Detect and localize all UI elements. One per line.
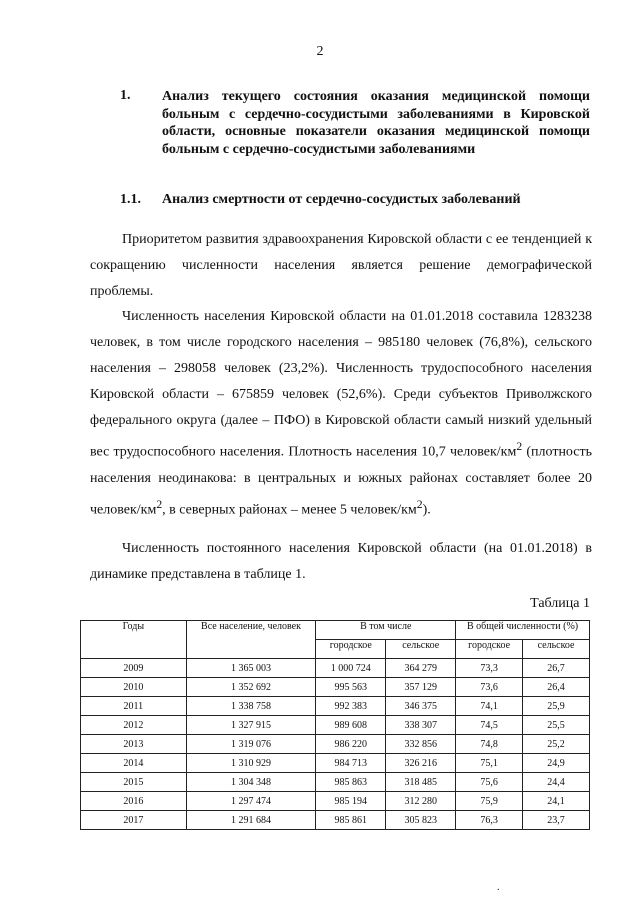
heading2-number: 1.1.	[120, 192, 141, 207]
cell-urban: 992 383	[316, 697, 386, 716]
table-row	[81, 754, 590, 773]
cell-total: 1 319 076	[186, 735, 316, 754]
heading2-text: Анализ смертности от сердечно-сосудистых заболеваний	[162, 192, 521, 207]
cell-pct-urban: 74,1	[456, 697, 523, 716]
cell-pct-rural: 24,9	[523, 754, 590, 773]
cell-pct-urban: 75,1	[456, 754, 523, 773]
cell-rural: 364 279	[386, 659, 456, 678]
header-share-urban: городское	[456, 640, 523, 659]
cell-year: 2014	[81, 754, 187, 773]
cell-urban: 985 194	[316, 792, 386, 811]
cell-rural: 326 216	[386, 754, 456, 773]
cell-total: 1 327 915	[186, 716, 316, 735]
cell-pct-rural: 25,9	[523, 697, 590, 716]
cell-total: 1 338 758	[186, 697, 316, 716]
heading1-text: Анализ текущего состояния оказания медицинской помощи больным с сердечно-сосудистыми заболеваниями в Кировской области, основные показатели оказания медицинской помощи больным с сердечно-сосудистыми заболеваниями	[162, 89, 590, 157]
table-row	[81, 678, 590, 697]
cell-pct-rural: 26,7	[523, 659, 590, 678]
paragraph-population-text-2: (плотность населения неодинакова: в центральных и южных районах составляет более 20 человек/км	[90, 444, 592, 518]
cell-pct-rural: 25,2	[523, 735, 590, 754]
paragraph-table-intro: Численность постоянного населения Кировской области (на 01.01.2018) в динамике представлена в таблице 1.	[90, 541, 592, 582]
cell-year: 2011	[81, 697, 187, 716]
cell-year: 2015	[81, 773, 187, 792]
cell-urban: 985 863	[316, 773, 386, 792]
cell-year: 2016	[81, 792, 187, 811]
cell-pct-rural: 25,5	[523, 716, 590, 735]
paragraph-population-text: Численность населения Кировской области на 01.01.2018 составила 1283238 человек, в том числе городского населения – 985180 человек (76,8%), сельского населения – 298058 человек (23,2%). Численность трудоспособного населения Кировской области – 675859 человек (52,6%). Среди субъектов Приволжского федерального округа (далее – ПФО) в Кировской области самый низкий удельный вес трудоспособного населения. Плотность населения 10,7 человек/км	[90, 309, 592, 460]
cell-total: 1 291 684	[186, 811, 316, 830]
table-row	[81, 792, 590, 811]
cell-total: 1 310 929	[186, 754, 316, 773]
cell-year: 2010	[81, 678, 187, 697]
cell-pct-urban: 73,6	[456, 678, 523, 697]
cell-pct-rural: 23,7	[523, 811, 590, 830]
cell-rural: 318 485	[386, 773, 456, 792]
sup-km2-1: 2	[516, 440, 523, 453]
table-row	[81, 659, 590, 678]
cell-total: 1 352 692	[186, 678, 316, 697]
cell-urban: 1 000 724	[316, 659, 386, 678]
cell-year: 2013	[81, 735, 187, 754]
table-row	[81, 697, 590, 716]
footer-mark: .	[497, 882, 500, 893]
heading1-number: 1.	[120, 88, 131, 103]
header-year: Годы	[81, 621, 187, 659]
cell-urban: 986 220	[316, 735, 386, 754]
cell-pct-urban: 76,3	[456, 811, 523, 830]
cell-pct-rural: 26,4	[523, 678, 590, 697]
cell-pct-rural: 24,1	[523, 792, 590, 811]
cell-pct-urban: 75,9	[456, 792, 523, 811]
cell-year: 2012	[81, 716, 187, 735]
header-total: Все население, человек	[186, 621, 316, 659]
paragraph-population-text-4: ).	[422, 502, 431, 518]
paragraph-priority: Приоритетом развития здравоохранения Кировской области с ее тенденцией к сокращению численности населения является решение демографической проблемы.	[90, 232, 592, 299]
sup-km2-3: 2	[416, 497, 423, 511]
cell-rural: 338 307	[386, 716, 456, 735]
cell-total: 1 304 348	[186, 773, 316, 792]
cell-pct-urban: 74,5	[456, 716, 523, 735]
population-table	[80, 620, 590, 830]
table-row	[81, 773, 590, 792]
table-row	[81, 716, 590, 735]
cell-total: 1 297 474	[186, 792, 316, 811]
header-share-rural: сельское	[523, 640, 590, 659]
page-number: 2	[316, 44, 324, 59]
table-row	[81, 811, 590, 830]
paragraph-population	[90, 304, 592, 523]
cell-rural: 312 280	[386, 792, 456, 811]
cell-rural: 332 856	[386, 735, 456, 754]
table-caption: Таблица 1	[530, 596, 590, 611]
cell-pct-urban: 74,8	[456, 735, 523, 754]
cell-year: 2009	[81, 659, 187, 678]
header-share: В общей численности (%)	[456, 621, 590, 640]
cell-urban: 989 608	[316, 716, 386, 735]
cell-pct-urban: 73,3	[456, 659, 523, 678]
cell-pct-urban: 75,6	[456, 773, 523, 792]
paragraph-population-text-3: , в северных районах – менее 5 человек/км	[162, 502, 417, 518]
header-including: В том числе	[316, 621, 456, 640]
header-rural: сельское	[386, 640, 456, 659]
cell-pct-rural: 24,4	[523, 773, 590, 792]
cell-year: 2017	[81, 811, 187, 830]
sup-km2-2: 2	[156, 497, 163, 511]
cell-rural: 357 129	[386, 678, 456, 697]
cell-urban: 984 713	[316, 754, 386, 773]
cell-total: 1 365 003	[186, 659, 316, 678]
header-urban: городское	[316, 640, 386, 659]
cell-rural: 346 375	[386, 697, 456, 716]
cell-urban: 985 861	[316, 811, 386, 830]
cell-rural: 305 823	[386, 811, 456, 830]
table-row	[81, 735, 590, 754]
cell-urban: 995 563	[316, 678, 386, 697]
